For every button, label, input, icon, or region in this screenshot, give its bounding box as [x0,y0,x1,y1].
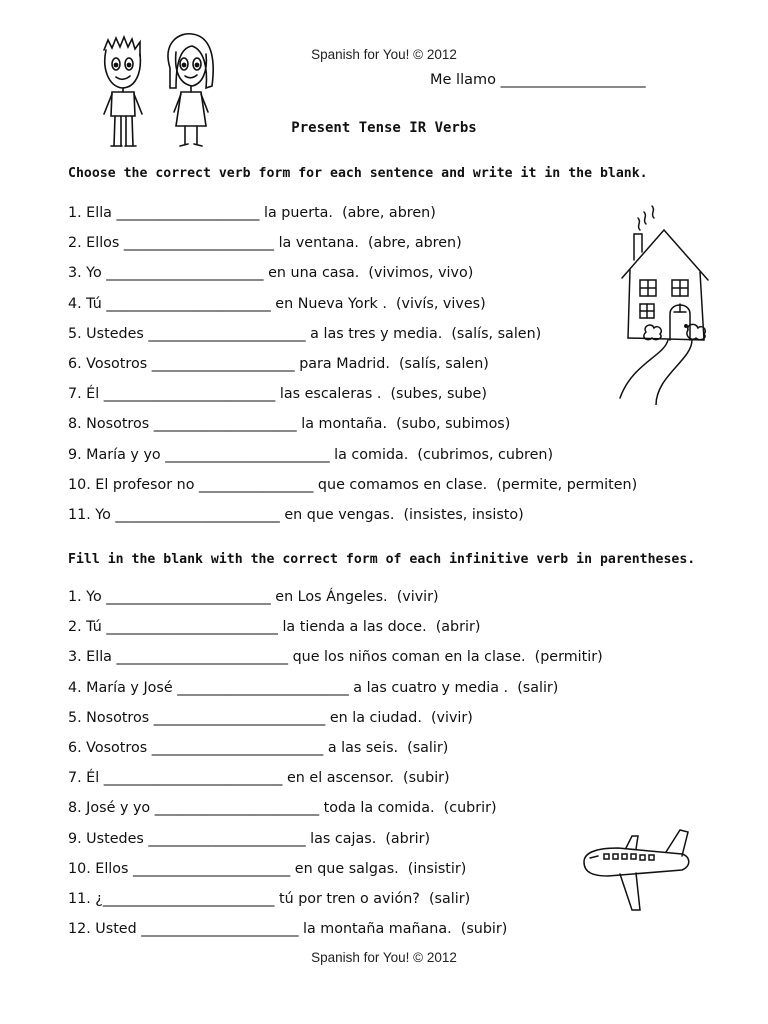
exercise-item[interactable]: 1. Yo _______________________ en Los Ángeles. (vivir) [68,589,439,605]
exercise-item[interactable]: 6. Vosotros ____________________ para Madrid. (salís, salen) [68,355,489,372]
exercise-item[interactable]: 5. Ustedes ______________________ a las tres y media. (salís, salen) [68,325,542,342]
airplane-illustration [578,826,698,916]
house-illustration [612,200,722,405]
worksheet-title: Present Tense IR Verbs [291,120,477,136]
exercise-item[interactable]: 9. Ustedes ______________________ las cajas. (abrir) [68,830,431,847]
exercise-item[interactable]: 5. Nosotros ________________________ en la ciudad. (vivir) [68,709,473,726]
exercise-item[interactable]: 2. Ellos _____________________ la ventana. (abre, abren) [68,235,462,252]
exercise-item[interactable]: 7. Él _________________________ en el ascensor. (subir) [68,770,450,787]
copyright-header: Spanish for You! © 2012 [311,47,457,62]
student-name-field[interactable]: Me llamo ____________________ [430,72,646,88]
exercise-item[interactable]: 12. Usted ______________________ la montaña mañana. (subir) [68,921,508,938]
section-2-exercise-list [68,582,603,944]
exercise-item[interactable]: 10. El profesor no ________________ que comamos en clase. (permite, permiten) [68,476,638,493]
exercise-item[interactable]: 4. Tú _______________________ en Nueva York . (vivís, vives) [68,295,486,312]
exercise-item[interactable]: 6. Vosotros ________________________ a las seis. (salir) [68,739,449,756]
exercise-item[interactable]: 8. José y yo _______________________ toda la comida. (cubrir) [68,800,497,817]
section-2-instruction: Fill in the blank with the correct form of each infinitive verb in parentheses. [68,552,696,567]
exercise-item[interactable]: 9. María y yo _______________________ la comida. (cubrimos, cubren) [68,446,554,463]
exercise-item[interactable]: 3. Yo ______________________ en una casa. (vivimos, vivo) [68,265,474,282]
exercise-item[interactable]: 11. Yo _______________________ en que vengas. (insistes, insisto) [68,506,524,523]
exercise-item[interactable]: 10. Ellos ______________________ en que salgas. (insistir) [68,860,467,877]
exercise-item[interactable]: 1. Ella ____________________ la puerta. (abre, abren) [68,205,436,221]
exercise-item[interactable]: 11. ¿________________________ tú por tren o avión? (salir) [68,890,471,907]
copyright-footer: Spanish for You! © 2012 [311,950,457,965]
exercise-item[interactable]: 3. Ella ________________________ que los niños coman en la clase. (permitir) [68,649,603,666]
exercise-item[interactable]: 4. María y José ________________________ a las cuatro y media . (salir) [68,679,559,696]
section-1-instruction: Choose the correct verb form for each sentence and write it in the blank. [68,166,648,181]
exercise-item[interactable]: 7. Él ________________________ las escaleras . (subes, sube) [68,386,487,403]
section-1-exercise-list [68,198,637,530]
exercise-item[interactable]: 8. Nosotros ____________________ la montaña. (subo, subimos) [68,416,511,433]
exercise-item[interactable]: 2. Tú ________________________ la tienda a las doce. (abrir) [68,619,481,636]
